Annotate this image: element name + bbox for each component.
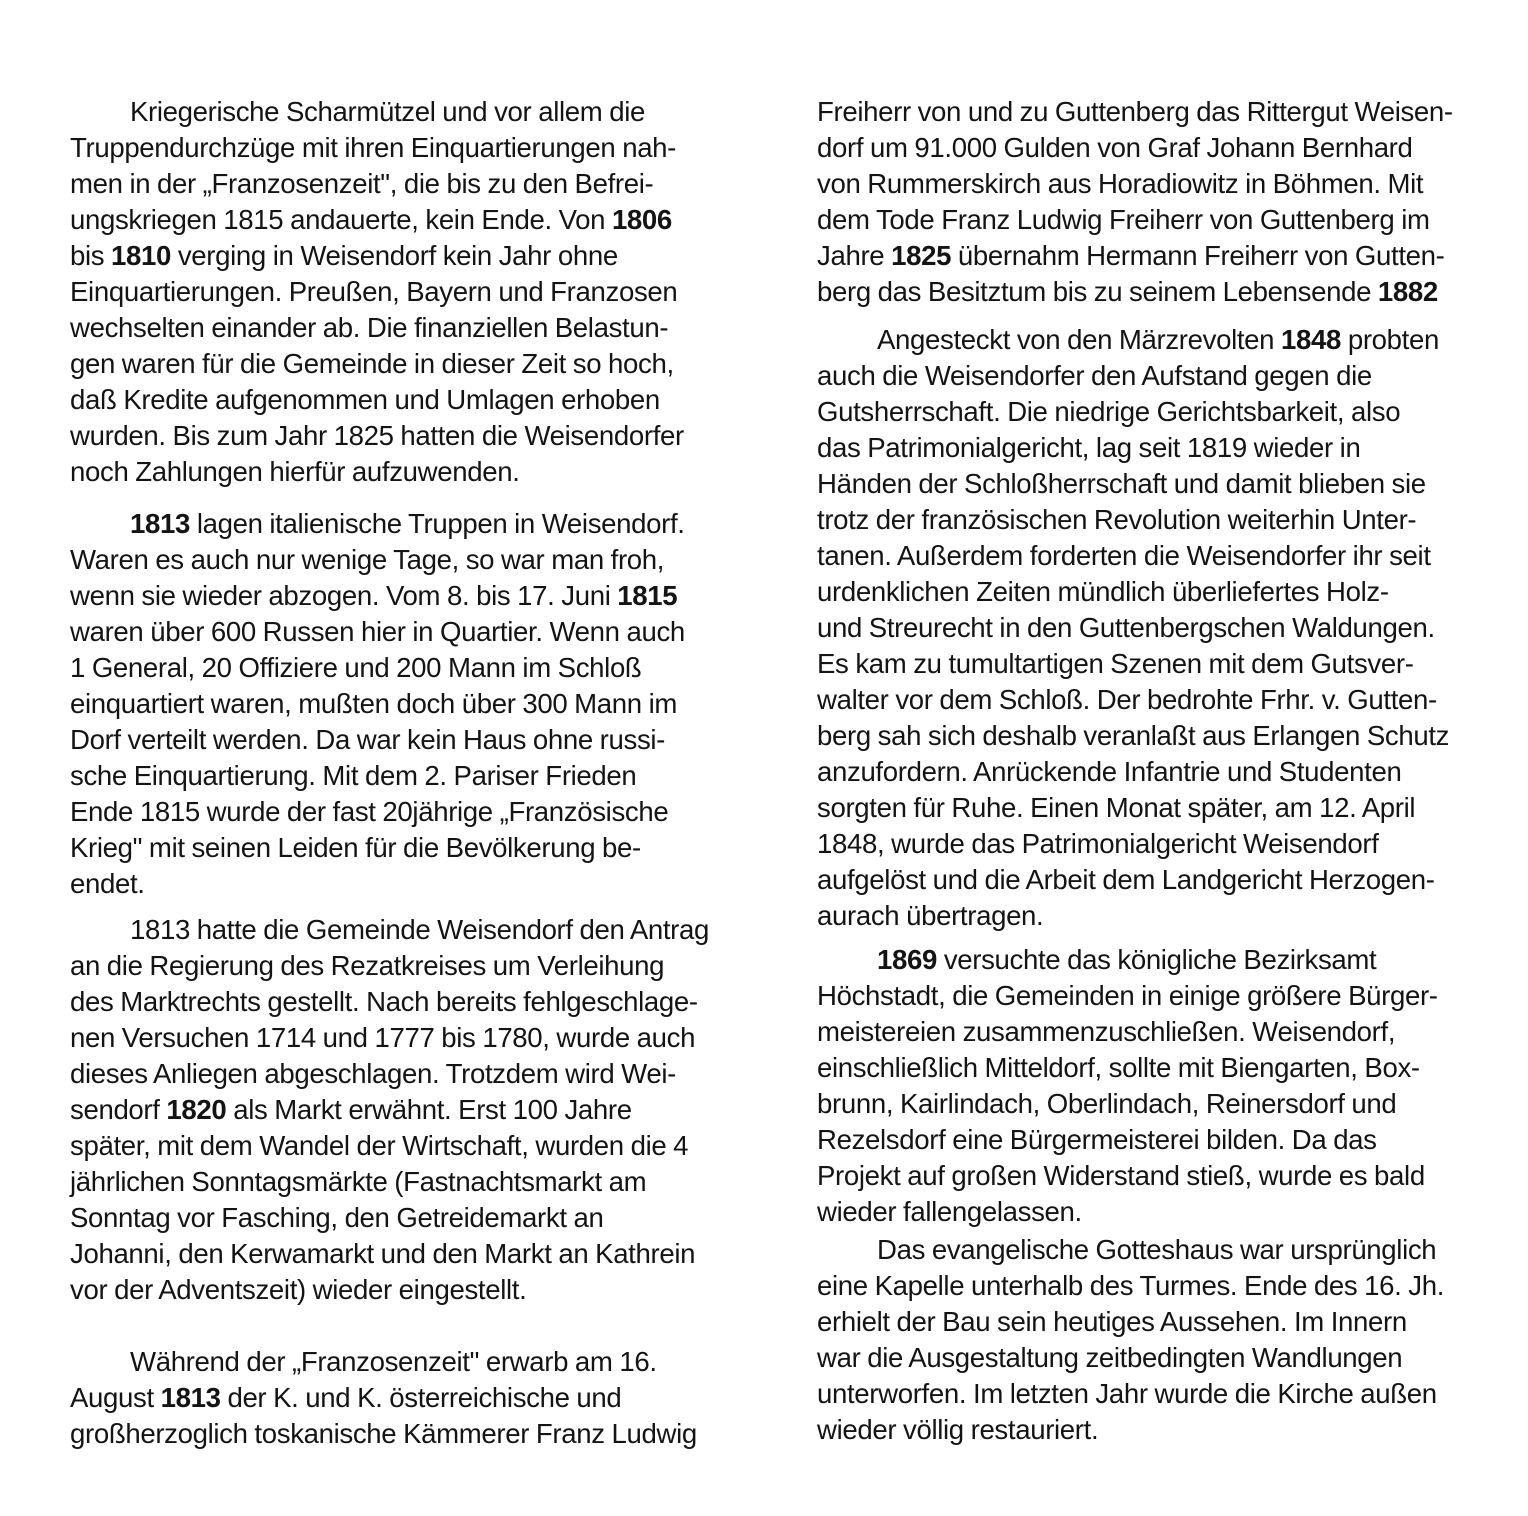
text-run: übernahm Hermann Freiherr von Gutten- xyxy=(951,240,1445,271)
bold-year: 1848 xyxy=(1281,324,1341,355)
bold-year: 1825 xyxy=(891,240,952,271)
text-line xyxy=(70,866,760,902)
text-run: Krieg" mit seinen Leiden für die Bevölkerung be- xyxy=(70,832,641,863)
text-run: meistereien zusammenzuschließen. Weisendorf, xyxy=(817,1016,1396,1047)
text-run: Einquartierungen. Preußen, Bayern und Franzosen xyxy=(70,276,678,307)
text-line xyxy=(817,610,1507,646)
text-run: Während der „Franzosenzeit" erwarb am 16. xyxy=(130,1346,657,1377)
text-run: war die Ausgestaltung zeitbedingten Wandlungen xyxy=(817,1342,1403,1373)
text-run: das Patrimonialgericht, lag seit 1819 wieder in xyxy=(817,432,1361,463)
text-line xyxy=(817,574,1507,610)
text-run: Dorf verteilt werden. Da war kein Haus ohne russi- xyxy=(70,724,666,755)
text-line xyxy=(817,1340,1507,1376)
text-line xyxy=(70,454,760,490)
text-run: 1813 hatte die Gemeinde Weisendorf den Antrag xyxy=(130,914,710,945)
text-line xyxy=(817,790,1507,826)
text-line xyxy=(817,1232,1507,1268)
text-line xyxy=(70,506,760,542)
text-run: Rezelsdorf eine Bürgermeisterei bilden. Da das xyxy=(817,1124,1377,1155)
text-run: waren über 600 Russen hier in Quartier. Wenn auch xyxy=(70,616,685,647)
text-line xyxy=(70,578,760,614)
text-line xyxy=(817,1158,1507,1194)
text-line xyxy=(70,1056,760,1092)
text-run: men in der „Franzosenzeit", die bis zu den Befrei- xyxy=(70,168,654,199)
text-line xyxy=(70,382,760,418)
text-run: und Streurecht in den Guttenbergschen Waldungen. xyxy=(817,612,1435,643)
text-run: Projekt auf großen Widerstand stieß, wurde es bald xyxy=(817,1160,1425,1191)
text-run: lagen italienische Truppen in Weisendorf. xyxy=(190,508,685,539)
text-line xyxy=(817,978,1507,1014)
text-run: erhielt der Bau sein heutiges Aussehen. Im Innern xyxy=(817,1306,1407,1337)
text-line xyxy=(817,1304,1507,1340)
paragraph xyxy=(70,94,760,490)
text-run: daß Kredite aufgenommen und Umlagen erhoben xyxy=(70,384,660,415)
text-line xyxy=(70,166,760,202)
text-run: wechselten einander ab. Die finanziellen Belastun- xyxy=(70,312,669,343)
text-line xyxy=(817,1014,1507,1050)
text-line xyxy=(817,394,1507,430)
text-run: Höchstadt, die Gemeinden in einige größere Bürger- xyxy=(817,980,1438,1011)
text-run: Ende 1815 wurde der fast 20jährige „Französische xyxy=(70,796,669,827)
text-run: Truppendurchzüge mit ihren Einquartierungen nah- xyxy=(70,132,677,163)
text-line xyxy=(817,1268,1507,1304)
text-run: verging in Weisendorf kein Jahr ohne xyxy=(171,240,618,271)
text-run: probten xyxy=(1341,324,1439,355)
text-run: August xyxy=(70,1382,161,1413)
bold-year: 1813 xyxy=(160,1382,221,1413)
text-run: bis xyxy=(70,240,112,271)
text-run: an die Regierung des Rezatkreises um Verleihung xyxy=(70,950,665,981)
text-line xyxy=(70,1020,760,1056)
text-run: großherzoglich toskanische Kämmerer Franz Ludwig xyxy=(70,1418,697,1449)
text-run: später, mit dem Wandel der Wirtschaft, wurden die 4 xyxy=(70,1130,689,1161)
text-run: tanen. Außerdem forderten die Weisendorfer ihr seit xyxy=(817,540,1431,571)
text-line xyxy=(70,130,760,166)
text-line xyxy=(70,1380,760,1416)
text-line xyxy=(70,1092,760,1128)
text-line xyxy=(817,942,1507,978)
text-line xyxy=(70,1164,760,1200)
text-line xyxy=(70,346,760,382)
text-line xyxy=(817,1376,1507,1412)
text-run: sche Einquartierung. Mit dem 2. Pariser Frieden xyxy=(70,760,637,791)
text-line xyxy=(817,502,1507,538)
text-line xyxy=(817,1412,1507,1448)
text-line xyxy=(70,310,760,346)
text-line xyxy=(817,538,1507,574)
text-run: ungskriegen 1815 andauerte, kein Ende. Von xyxy=(70,204,612,235)
text-run: Gutsherrschaft. Die niedrige Gerichtsbarkeit, also xyxy=(817,396,1401,427)
text-run: sorgten für Ruhe. Einen Monat später, am 12. April xyxy=(817,792,1416,823)
text-line xyxy=(70,758,760,794)
text-run: Waren es auch nur wenige Tage, so war man froh, xyxy=(70,544,665,575)
text-run: eine Kapelle unterhalb des Turmes. Ende des 16. Jh. xyxy=(817,1270,1445,1301)
text-line xyxy=(70,274,760,310)
text-run: einquartiert waren, mußten doch über 300 Mann im xyxy=(70,688,678,719)
paragraph xyxy=(70,506,760,902)
text-line xyxy=(817,238,1507,274)
text-line xyxy=(817,1194,1507,1230)
text-line xyxy=(70,794,760,830)
text-run: dorf um 91.000 Gulden von Graf Johann Bernhard xyxy=(817,132,1413,163)
text-line xyxy=(70,418,760,454)
text-line xyxy=(70,1236,760,1272)
text-run: Freiherr von und zu Guttenberg das Rittergut Weisen- xyxy=(817,96,1453,127)
text-line xyxy=(70,202,760,238)
text-line xyxy=(817,130,1507,166)
text-run: dieses Anliegen abgeschlagen. Trotzdem wird Wei- xyxy=(70,1058,676,1089)
paragraph xyxy=(70,1344,760,1452)
text-run: Sonntag vor Fasching, den Getreidemarkt an xyxy=(70,1202,604,1233)
text-run: der K. und K. österreichische und xyxy=(220,1382,622,1413)
text-run: nen Versuchen 1714 und 1777 bis 1780, wurde auch xyxy=(70,1022,696,1053)
text-line xyxy=(817,322,1507,358)
text-run: als Markt erwähnt. Erst 100 Jahre xyxy=(226,1094,632,1125)
text-line xyxy=(817,430,1507,466)
text-line xyxy=(70,1200,760,1236)
paragraph xyxy=(817,94,1507,310)
text-line xyxy=(70,1272,760,1308)
text-run: 1848, wurde das Patrimonialgericht Weisendorf xyxy=(817,828,1379,859)
text-run: endet. xyxy=(70,868,145,899)
text-line xyxy=(817,718,1507,754)
text-run: wurden. Bis zum Jahr 1825 hatten die Weisendorfer xyxy=(70,420,684,451)
text-line xyxy=(817,826,1507,862)
text-line xyxy=(70,722,760,758)
text-run: wieder völlig restauriert. xyxy=(817,1414,1099,1445)
text-run: aurach übertragen. xyxy=(817,900,1044,931)
text-run: Jahre xyxy=(817,240,892,271)
text-line xyxy=(70,1128,760,1164)
text-run: noch Zahlungen hierfür aufzuwenden. xyxy=(70,456,520,487)
text-run: des Marktrechts gestellt. Nach bereits fehlgeschlage- xyxy=(70,986,698,1017)
text-line xyxy=(70,912,760,948)
bold-year: 1882 xyxy=(1377,276,1438,307)
text-run: trotz der französischen Revolution weiterhin Unter- xyxy=(817,504,1417,535)
text-run: urdenklichen Zeiten mündlich überliefertes Holz- xyxy=(817,576,1389,607)
text-line xyxy=(817,202,1507,238)
text-run: unterworfen. Im letzten Jahr wurde die Kirche außen xyxy=(817,1378,1437,1409)
paragraph xyxy=(817,322,1507,934)
bold-year: 1810 xyxy=(111,240,172,271)
text-line xyxy=(817,682,1507,718)
paragraph xyxy=(817,1232,1507,1448)
text-line xyxy=(817,1086,1507,1122)
text-run: Angesteckt von den Märzrevolten xyxy=(877,324,1281,355)
text-line xyxy=(70,542,760,578)
text-run: von Rummerskirch aus Horadiowitz in Böhmen. Mit xyxy=(817,168,1424,199)
text-line xyxy=(70,686,760,722)
text-line xyxy=(817,94,1507,130)
bold-year: 1820 xyxy=(166,1094,227,1125)
text-line xyxy=(817,898,1507,934)
text-run: wieder fallengelassen. xyxy=(817,1196,1082,1227)
bold-year: 1813 xyxy=(130,508,190,539)
text-line xyxy=(70,1416,760,1452)
text-line xyxy=(70,984,760,1020)
text-line xyxy=(817,166,1507,202)
text-run: versuchte das königliche Bezirksamt xyxy=(937,944,1377,975)
text-line xyxy=(70,1344,760,1380)
text-run: Es kam zu tumultartigen Szenen mit dem Gutsver- xyxy=(817,648,1414,679)
text-line xyxy=(817,1050,1507,1086)
bold-year: 1869 xyxy=(877,944,937,975)
text-run: dem Tode Franz Ludwig Freiherr von Guttenberg im xyxy=(817,204,1430,235)
text-run: wenn sie wieder abzogen. Vom 8. bis 17. Juni xyxy=(70,580,618,611)
text-run: brunn, Kairlindach, Oberlindach, Reinersdorf und xyxy=(817,1088,1397,1119)
bold-year: 1806 xyxy=(611,204,672,235)
text-line xyxy=(70,830,760,866)
text-run: gen waren für die Gemeinde in dieser Zeit so hoch, xyxy=(70,348,674,379)
text-line xyxy=(817,1122,1507,1158)
text-line xyxy=(70,948,760,984)
text-run: sendorf xyxy=(70,1094,167,1125)
text-line xyxy=(817,646,1507,682)
paragraph xyxy=(70,912,760,1308)
text-line xyxy=(70,614,760,650)
text-line xyxy=(817,274,1507,310)
text-run: walter vor dem Schloß. Der bedrohte Frhr. v. Gutten- xyxy=(817,684,1437,715)
bold-year: 1815 xyxy=(617,580,678,611)
text-run: vor der Adventszeit) wieder eingestellt. xyxy=(70,1274,527,1305)
text-line xyxy=(70,94,760,130)
text-run: Das evangelische Gotteshaus war ursprünglich xyxy=(877,1234,1437,1265)
text-run: Kriegerische Scharmützel und vor allem die xyxy=(130,96,645,127)
text-line xyxy=(70,238,760,274)
text-line xyxy=(817,754,1507,790)
text-run: Johanni, den Kerwamarkt und den Markt an Kathrein xyxy=(70,1238,696,1269)
text-run: einschließlich Mitteldorf, sollte mit Biengarten, Box- xyxy=(817,1052,1420,1083)
text-run: anzufordern. Anrückende Infantrie und Studenten xyxy=(817,756,1402,787)
text-run: 1 General, 20 Offiziere und 200 Mann im Schloß xyxy=(70,652,642,683)
text-run: jährlichen Sonntagsmärkte (Fastnachtsmarkt am xyxy=(70,1166,647,1197)
text-line xyxy=(817,862,1507,898)
text-run: berg das Besitztum bis zu seinem Lebensende xyxy=(817,276,1378,307)
text-run: aufgelöst und die Arbeit dem Landgericht Herzogen- xyxy=(817,864,1435,895)
text-run: berg sah sich deshalb veranlaßt aus Erlangen Schutz xyxy=(817,720,1450,751)
text-line xyxy=(817,466,1507,502)
text-run: Händen der Schloßherrschaft und damit blieben sie xyxy=(817,468,1426,499)
text-run: auch die Weisendorfer den Aufstand gegen die xyxy=(817,360,1372,391)
paragraph xyxy=(817,942,1507,1230)
text-line xyxy=(817,358,1507,394)
text-line xyxy=(70,650,760,686)
